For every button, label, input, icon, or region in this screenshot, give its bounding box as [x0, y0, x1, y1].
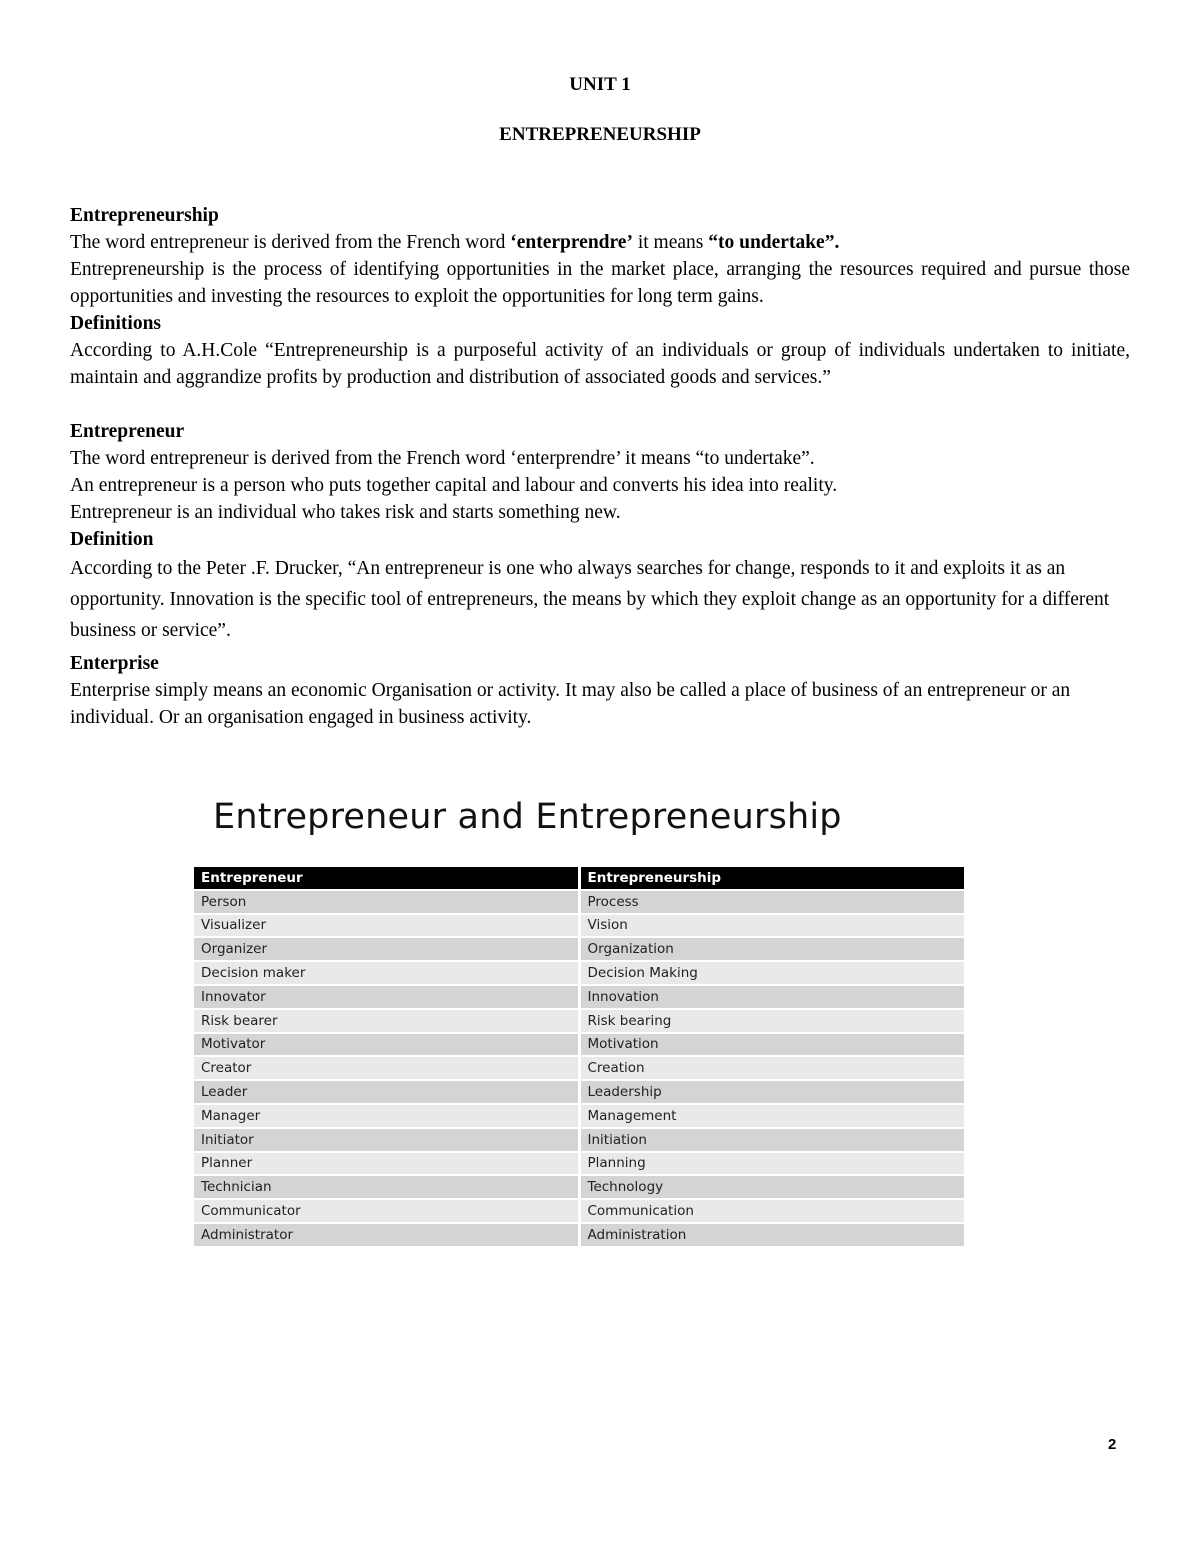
etymology-mid: it means: [632, 232, 709, 253]
cell-entrepreneur: Person: [194, 891, 578, 913]
table-row: [194, 915, 964, 937]
unit-heading: UNIT 1: [569, 74, 631, 95]
cell-entrepreneurship: Vision: [581, 915, 965, 937]
table-body: [194, 891, 964, 1246]
cell-entrepreneur: Communicator: [194, 1200, 578, 1222]
cell-entrepreneurship: Leadership: [581, 1081, 965, 1103]
cell-entrepreneurship: Management: [581, 1105, 965, 1127]
section-spacer: [70, 391, 1130, 418]
entrepreneur-line-3: Entrepreneur is an individual who takes risk and starts something new.: [70, 502, 621, 523]
table-row: [194, 962, 964, 984]
cell-entrepreneur: Leader: [194, 1081, 578, 1103]
french-term: ‘enterprendre’: [510, 232, 633, 253]
cell-entrepreneurship: Planning: [581, 1153, 965, 1175]
cell-entrepreneur: Organizer: [194, 938, 578, 960]
table-row: [194, 891, 964, 913]
cell-entrepreneur: Decision maker: [194, 962, 578, 984]
header-cell-entrepreneur: Entrepreneur: [194, 867, 578, 889]
cell-entrepreneur: Administrator: [194, 1224, 578, 1246]
etymology-prefix: The word entrepreneur is derived from the French word: [70, 232, 511, 253]
cell-entrepreneurship: Process: [581, 891, 965, 913]
table-header-row: [194, 867, 964, 889]
etymology-line: [70, 229, 1130, 256]
entrepreneur-line-1: The word entrepreneur is derived from the French word ‘enterprendre’ it means “to undertake”.: [70, 448, 815, 469]
section-heading-entrepreneurship: Entrepreneurship: [70, 205, 219, 226]
cell-entrepreneur: Creator: [194, 1057, 578, 1079]
section-heading-entrepreneur: Entrepreneur: [70, 421, 185, 442]
table-row: [194, 986, 964, 1008]
cell-entrepreneur: Innovator: [194, 986, 578, 1008]
cell-entrepreneurship: Creation: [581, 1057, 965, 1079]
table-row: [194, 1153, 964, 1175]
cell-entrepreneurship: Administration: [581, 1224, 965, 1246]
cell-entrepreneurship: Motivation: [581, 1034, 965, 1056]
cell-entrepreneurship: Technology: [581, 1176, 965, 1198]
cell-entrepreneur: Technician: [194, 1176, 578, 1198]
entrepreneur-line-2: An entrepreneur is a person who puts together capital and labour and converts his idea into reality.: [70, 475, 838, 496]
definitions-paragraph: According to A.H.Cole “Entrepreneurship is a purposeful activity of an individuals or group of individuals undertaken to initiate, maintain and aggrandize profits by production and distribution of associated goods and services.”: [70, 340, 1130, 388]
figure-title: Entrepreneur and Entrepreneurship: [213, 797, 842, 837]
entrepreneurship-paragraph: Entrepreneurship is the process of identifying opportunities in the market place, arranging the resources required and pursue those opportunities and investing the resources to exploit the opportunities for long term gains.: [70, 259, 1130, 307]
table-row: [194, 1200, 964, 1222]
cell-entrepreneur: Risk bearer: [194, 1010, 578, 1032]
page-title: ENTREPRENEURSHIP: [499, 124, 701, 145]
cell-entrepreneur: Initiator: [194, 1129, 578, 1151]
cell-entrepreneurship: Initiation: [581, 1129, 965, 1151]
section-heading-enterprise: Enterprise: [70, 653, 159, 674]
table-row: [194, 938, 964, 960]
page-number: 2: [1108, 1436, 1117, 1453]
cell-entrepreneurship: Communication: [581, 1200, 965, 1222]
cell-entrepreneurship: Organization: [581, 938, 965, 960]
term-meaning: “to undertake”.: [708, 232, 840, 253]
definition-paragraph: According to the Peter .F. Drucker, “An entrepreneur is one who always searches for change, responds to it and exploits it as an opportunity. Innovation is the specific tool of entrepreneurs, the means by which they exploit change as an opportunity for a different business or service”.: [70, 558, 1110, 641]
cell-entrepreneur: Manager: [194, 1105, 578, 1127]
cell-entrepreneur: Motivator: [194, 1034, 578, 1056]
cell-entrepreneur: Visualizer: [194, 915, 578, 937]
table-row: [194, 1034, 964, 1056]
table-row: [194, 1010, 964, 1032]
table-row: [194, 1057, 964, 1079]
cell-entrepreneurship: Decision Making: [581, 962, 965, 984]
table-row: [194, 1224, 964, 1246]
cell-entrepreneurship: Innovation: [581, 986, 965, 1008]
comparison-table: [191, 865, 967, 1248]
table-row: [194, 1129, 964, 1151]
body-text: [70, 202, 1130, 731]
cell-entrepreneurship: Risk bearing: [581, 1010, 965, 1032]
table-row: [194, 1105, 964, 1127]
cell-entrepreneur: Planner: [194, 1153, 578, 1175]
enterprise-paragraph: Enterprise simply means an economic Organisation or activity. It may also be called a place of business of an entrepreneur or an individual. Or an organisation engaged in business activity.: [70, 680, 1071, 728]
section-heading-definitions: Definitions: [70, 313, 162, 334]
section-heading-definition: Definition: [70, 529, 154, 550]
header-cell-entrepreneurship: Entrepreneurship: [581, 867, 965, 889]
table-row: [194, 1081, 964, 1103]
table-row: [194, 1176, 964, 1198]
